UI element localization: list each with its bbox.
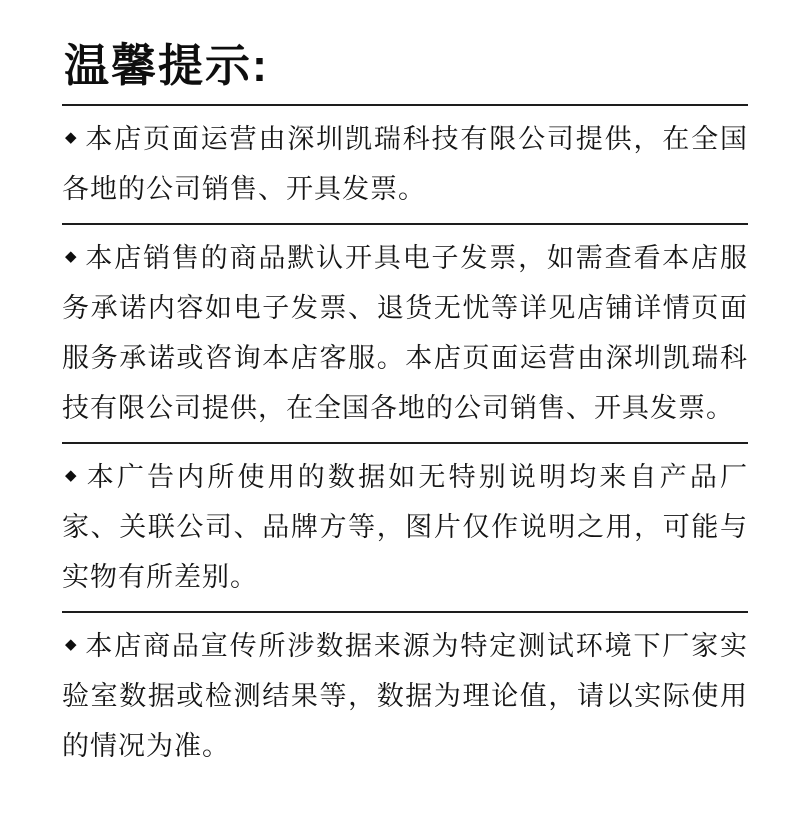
tip-item (62, 104, 748, 223)
notice-page (0, 38, 800, 838)
diamond-bullet-icon: ◆ (65, 467, 78, 485)
tip-text: 本店销售的商品默认开具电子发票，如需查看本店服务承诺内容如电子发票、退货无忧等详见店铺详情页面服务承诺或咨询本店客服。本店页面运营由深圳凯瑞科技有限公司提供，在全国各地的公司销售、开具发票。 (62, 243, 748, 423)
tip-item (62, 442, 748, 611)
diamond-bullet-icon: ◆ (65, 248, 78, 266)
tip-text: 本店商品宣传所涉数据来源为特定测试环境下厂家实验室数据或检测结果等，数据为理论值，请以实际使用的情况为准。 (62, 631, 748, 761)
page-title: 温馨提示: (64, 40, 269, 91)
diamond-bullet-icon: ◆ (65, 636, 78, 654)
tip-text: 本广告内所使用的数据如无特别说明均来自产品厂家、关联公司、品牌方等，图片仅作说明之用，可能与实物有所差别。 (62, 462, 748, 592)
tip-item (62, 223, 748, 442)
diamond-bullet-icon: ◆ (65, 129, 78, 147)
tip-item (62, 611, 748, 785)
tip-text: 本店页面运营由深圳凯瑞科技有限公司提供，在全国各地的公司销售、开具发票。 (62, 124, 748, 204)
